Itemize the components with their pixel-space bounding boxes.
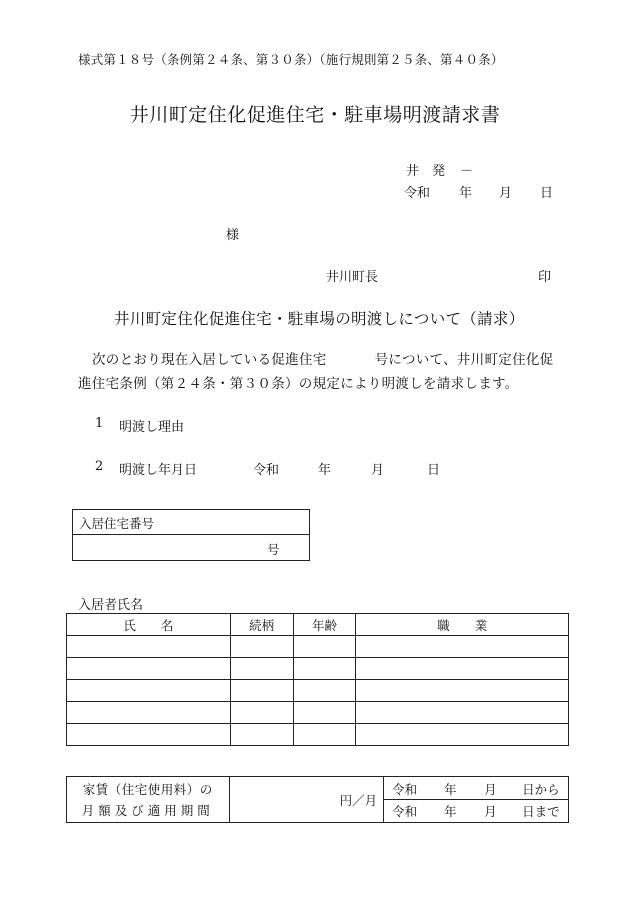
form-number: 様式第１８号（条例第２４条、第３０条）（施行規則第２５条、第４０条） — [78, 52, 504, 67]
rent-period-cell — [384, 777, 569, 823]
item-1-label: 明渡し理由 — [119, 420, 185, 435]
item-2-day: 日 — [427, 463, 441, 478]
item-2-number: 2 — [95, 459, 104, 474]
period-to-month: 月 — [484, 803, 497, 819]
occupation-cell[interactable] — [356, 658, 569, 680]
occupation-cell[interactable] — [356, 724, 569, 746]
date-year: 年 — [459, 186, 473, 201]
occupation-cell[interactable] — [356, 636, 569, 658]
residents-header-row — [67, 614, 569, 636]
date-era: 令和 — [404, 186, 431, 201]
name-cell[interactable] — [67, 636, 231, 658]
occupation-cell[interactable] — [356, 680, 569, 702]
item-2-year: 年 — [318, 463, 332, 478]
reference-dash: － — [460, 164, 474, 179]
rent-label-line2: 月額及び適用期間 — [81, 802, 214, 818]
relation-cell[interactable] — [230, 702, 293, 724]
period-to-era: 令和 — [392, 803, 418, 819]
occupation-cell[interactable] — [356, 702, 569, 724]
relation-cell[interactable] — [230, 680, 293, 702]
name-cell[interactable] — [67, 702, 231, 724]
period-to-year: 年 — [444, 803, 457, 819]
age-cell[interactable] — [293, 702, 356, 724]
addressee-honorific: 様 — [226, 228, 240, 243]
item-2-era: 令和 — [253, 463, 280, 478]
item-2-label: 明渡し年月日 — [119, 463, 198, 478]
rent-table — [66, 776, 569, 823]
relation-cell[interactable] — [230, 658, 293, 680]
period-from-row[interactable] — [384, 778, 568, 800]
column-header-relation: 続柄 — [230, 614, 293, 636]
relation-cell[interactable] — [230, 636, 293, 658]
body-paragraph — [78, 348, 562, 396]
residents-heading: 入居者氏名 — [78, 598, 144, 613]
sender-name: 井川町長 — [326, 270, 379, 285]
seal-mark: 印 — [538, 270, 552, 285]
table-row — [67, 724, 569, 746]
item-2-month: 月 — [371, 463, 385, 478]
resident-number-box — [72, 509, 310, 561]
name-cell[interactable] — [67, 680, 231, 702]
reference-prefix: 井 発 — [406, 164, 446, 179]
residents-table — [66, 613, 569, 746]
document-title: 井川町定住化促進住宅・駐車場明渡請求書 — [129, 104, 501, 126]
age-cell[interactable] — [293, 658, 356, 680]
table-row — [67, 702, 569, 724]
age-cell[interactable] — [293, 636, 356, 658]
rent-label-line1: 家賃（住宅使用料）の — [82, 781, 213, 797]
column-header-occupation: 職 業 — [356, 614, 569, 636]
resident-number-label: 入居住宅番号 — [79, 516, 155, 531]
period-from-month: 月 — [484, 781, 497, 797]
resident-number-suffix[interactable]: 号 — [267, 542, 280, 557]
rent-row — [67, 777, 569, 823]
item-1-number: 1 — [95, 416, 104, 431]
table-row — [67, 636, 569, 658]
age-cell[interactable] — [293, 680, 356, 702]
period-from-era: 令和 — [392, 781, 418, 797]
column-header-name: 氏 名 — [67, 614, 231, 636]
column-header-age: 年齢 — [293, 614, 356, 636]
table-row — [67, 680, 569, 702]
name-cell[interactable] — [67, 658, 231, 680]
date-month: 月 — [499, 186, 513, 201]
rent-amount-cell[interactable] — [229, 777, 384, 823]
relation-cell[interactable] — [230, 724, 293, 746]
period-to-day: 日まで — [522, 803, 560, 819]
period-to-row[interactable] — [384, 800, 568, 821]
period-from-year: 年 — [444, 781, 457, 797]
rent-unit: 円／月 — [339, 792, 378, 808]
subject-line: 井川町定住化促進住宅・駐車場の明渡しについて（請求） — [114, 310, 525, 328]
table-row — [67, 658, 569, 680]
age-cell[interactable] — [293, 724, 356, 746]
name-cell[interactable] — [67, 724, 231, 746]
period-from-day: 日から — [522, 781, 560, 797]
body-part1: 次のとおり現在入居している促進住宅 — [92, 352, 327, 368]
date-day: 日 — [540, 186, 554, 201]
rent-label-cell — [67, 777, 230, 823]
body-part2: 号について、井川町定住化促進住宅条例（第２４条・第３０条）の規定により明渡しを請求します。 — [78, 352, 554, 392]
